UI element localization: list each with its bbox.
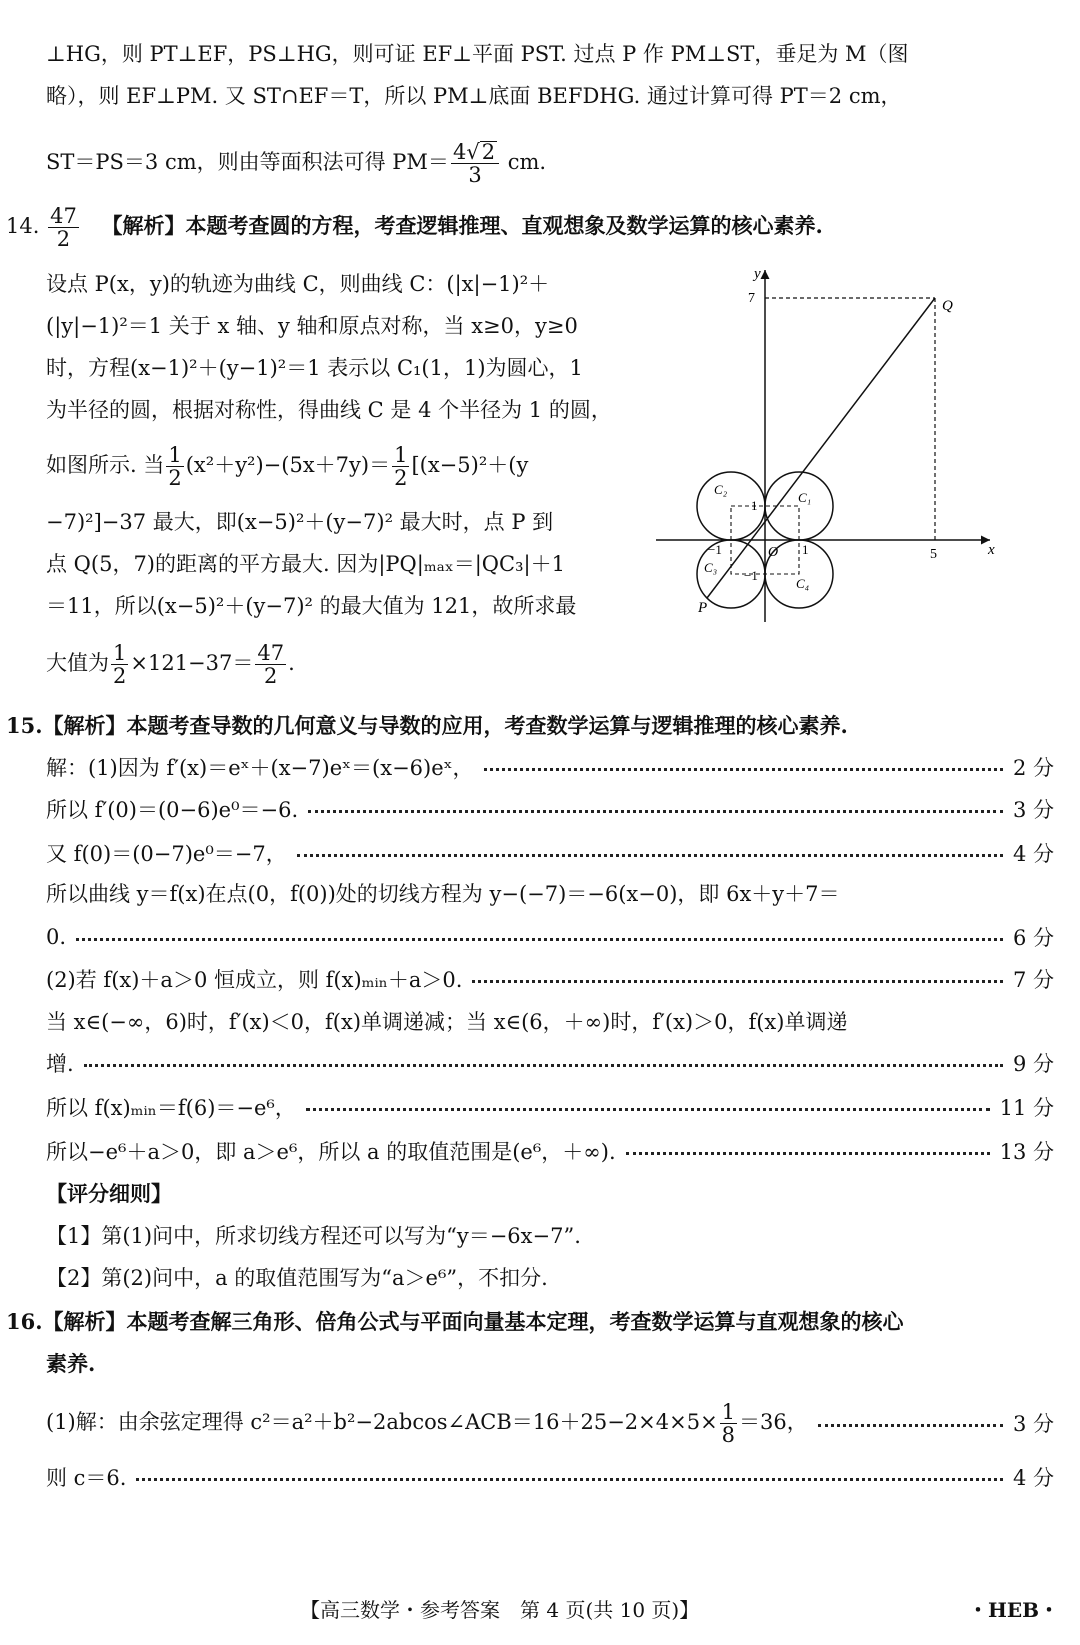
p14-answer (48, 205, 79, 250)
score-9: 9 分 (1012, 1052, 1054, 1076)
p14-line-5-b: (x²＋y²)−(5x＋7y)＝ (185, 453, 391, 477)
half-den-1: 2 (168, 466, 182, 490)
score-13: 13 分 (999, 1140, 1054, 1164)
p14-line-7: 点 Q(5，7)的距离的平方最大. 因为|PQ|ₘₐₓ＝|QC₃|＋1 (46, 552, 565, 576)
line-pq (707, 298, 935, 598)
half-num-2: 1 (394, 443, 408, 467)
eighth-den: 8 (721, 1422, 736, 1447)
p14-line-5-c: [(x−5)²＋(y (411, 453, 529, 477)
p14-number: 14. (6, 214, 40, 238)
p16-row-2 (46, 1462, 1054, 1492)
c4-label: C₄ (796, 576, 810, 591)
p13-line-3-unit: cm. (501, 150, 547, 174)
half-den-3: 2 (113, 664, 127, 688)
score-6: 6 分 (1012, 926, 1054, 950)
x-tick-5: 5 (930, 547, 937, 562)
pm-num-coef: 4 (452, 140, 467, 164)
p15-row-3 (46, 838, 1054, 868)
p14-line-1: 设点 P(x，y)的轨迹为曲线 C，则曲线 C：(|x|−1)²＋ (46, 272, 550, 296)
half-fraction-2 (392, 444, 409, 489)
p14-line-9-c: . (288, 651, 295, 675)
result-fraction (255, 642, 286, 687)
p14-line-5-a: 如图所示. 当 (46, 453, 165, 477)
p14-line-6: −7)²]−37 最大，即(x−5)²＋(y−7)² 最大时，点 P 到 (46, 510, 554, 534)
p14-answer-den: 2 (56, 227, 71, 251)
p14-line-4: 为半径的圆，根据对称性，得曲线 C 是 4 个半径为 1 的圆， (46, 398, 612, 422)
y-tick-7: 7 (748, 291, 755, 306)
scoring-rule-2: 【2】第(2)问中，a 的取值范围写为“a＞e⁶”，不扣分. (46, 1266, 548, 1290)
x-tick-minus-1: −1 (708, 542, 722, 557)
p15-heading: 15.【解析】本题考查导数的几何意义与导数的应用，考查数学运算与逻辑推理的核心素养. (6, 713, 848, 738)
p14-line-9 (46, 638, 295, 688)
p14-line-9-a: 大值为 (46, 651, 109, 675)
half-num-3: 1 (113, 641, 127, 665)
pm-den: 3 (468, 163, 482, 187)
half-fraction-1 (166, 444, 183, 489)
footer-code: ・HEB・ (968, 1598, 1060, 1622)
p15-row-5-text: (2)若 f(x)＋a＞0 恒成立，则 f(x)ₘᵢₙ＋a＞0. (46, 968, 463, 992)
p15-row-7 (46, 1092, 1054, 1122)
p14-intro: 【解析】本题考查圆的方程，考查逻辑推理、直观想象及数学运算的核心素养. (101, 213, 823, 238)
half-fraction-3 (111, 642, 128, 687)
score-2: 2 分 (1012, 756, 1054, 780)
x-axis-label: x (988, 542, 995, 558)
leader-dots (818, 1424, 1003, 1427)
p13-line-1: ⊥HG，则 PT⊥EF，PS⊥HG，则可证 EF⊥平面 PST. 过点 P 作 PM⊥ST，垂足为 M（图 (46, 42, 909, 66)
p13-line-3-text: ST＝PS＝3 cm，则由等面积法可得 PM＝ (46, 150, 449, 174)
scoring-rules-heading: 【评分细则】 (46, 1181, 172, 1206)
leader-dots (308, 810, 1003, 813)
p14-line-5 (46, 440, 528, 490)
p16-row-1-a: (1)解：由余弦定理得 c²＝a²＋b²−2abcos∠ACB＝16＋25−2×4×5× (46, 1409, 718, 1434)
p14-answer-num: 47 (50, 204, 77, 228)
score-3: 3 分 (1012, 798, 1054, 822)
y-axis-label: y (754, 266, 761, 282)
leader-dots (472, 980, 1003, 983)
c2-label: C₂ (714, 482, 728, 497)
p15-tangent-line: 所以曲线 y＝f(x)在点(0，f(0))处的切线方程为 y−(−7)＝−6(x−0)，即 6x＋y＋7＝ (46, 882, 840, 906)
x-tick-1: 1 (802, 542, 809, 557)
p15-row-3-text: 又 f(0)＝(0−7)e⁰＝−7， (46, 842, 287, 866)
score-4-p16: 4 分 (1012, 1466, 1054, 1490)
p14-line-9-b: ×121−37＝ (130, 651, 254, 675)
score-11: 11 分 (999, 1096, 1054, 1120)
p16-row-1-b: ＝36， (739, 1409, 808, 1434)
leader-dots (484, 768, 1003, 771)
p14-line-8: ＝11，所以(x−5)²＋(y−7)² 的最大值为 121，故所求最 (46, 594, 577, 618)
point-p-label: P (698, 600, 708, 616)
circles-figure (650, 262, 1054, 632)
p15-row-4 (46, 922, 1054, 952)
p15-row-6 (46, 1048, 1054, 1078)
point-q-label: Q (942, 298, 953, 314)
score-3-p16: 3 分 (1012, 1412, 1054, 1436)
p16-heading-2: 素养. (46, 1351, 96, 1376)
p15-row-5 (46, 964, 1054, 994)
p16-row-2-text: 则 c＝6. (46, 1466, 127, 1490)
p15-row-2-text: 所以 f′(0)＝(0−6)e⁰＝−6. (46, 798, 299, 822)
half-den-2: 2 (394, 466, 408, 490)
p16-row-1-text (46, 1401, 808, 1446)
p15-mono-line: 当 x∈(−∞，6)时，f′(x)＜0，f(x)单调递减；当 x∈(6，＋∞)时，f′(x)＞0，f(x)单调递 (46, 1010, 848, 1034)
leader-dots (626, 1152, 990, 1155)
pm-num-root: 2 (481, 140, 496, 164)
scoring-rule-1: 【1】第(1)问中，所求切线方程还可以写为“y＝−6x−7”. (46, 1224, 581, 1248)
p14-line-2: (|y|−1)²＝1 关于 x 轴、y 轴和原点对称，当 x≥0，y≥0 (46, 314, 578, 338)
p15-row-8-text: 所以−e⁶＋a＞0，即 a＞e⁶，所以 a 的取值范围是(e⁶，＋∞). (46, 1140, 616, 1164)
p15-row-2 (46, 794, 1054, 824)
score-4: 4 分 (1012, 842, 1054, 866)
eighth-num: 1 (721, 1399, 736, 1424)
y-tick-1: 1 (751, 498, 758, 513)
result-num: 47 (257, 641, 285, 665)
leader-dots (136, 1478, 1002, 1481)
p13-line-2: 略），则 EF⊥PM. 又 ST∩EF＝T，所以 PM⊥底面 BEFDHG. 通过计算可得 PT＝2 cm， (46, 84, 902, 108)
pm-fraction: $\frac{4√2}{3}$ (451, 141, 499, 186)
half-num-1: 1 (168, 443, 182, 467)
leader-dots (84, 1064, 1003, 1067)
p15-row-1 (46, 752, 1054, 782)
result-den: 2 (264, 664, 278, 688)
leader-dots (306, 1108, 990, 1111)
c3-label: C₃ (704, 560, 718, 575)
score-7: 7 分 (1012, 968, 1054, 992)
p14-line-3: 时，方程(x−1)²＋(y−1)²＝1 表示以 C₁(1，1)为圆心，1 (46, 356, 583, 380)
p16-row-1 (46, 1400, 1054, 1446)
leader-dots (297, 854, 1003, 857)
p13-line-3 (46, 140, 546, 186)
p15-row-8 (46, 1136, 1054, 1166)
c1-label: C₁ (798, 490, 812, 505)
p15-row-1-text: 解：(1)因为 f′(x)＝eˣ＋(x−7)eˣ＝(x−6)eˣ， (46, 756, 474, 780)
p15-row-7-text: 所以 f(x)ₘᵢₙ＝f(6)＝−e⁶， (46, 1096, 296, 1120)
p14-heading (6, 204, 823, 250)
one-eighth-fraction (720, 1401, 737, 1446)
page-footer: 【高三数学・参考答案 第 4 页(共 10 页)】 (300, 1598, 700, 1622)
origin-label: O (768, 545, 779, 560)
leader-dots (76, 938, 1003, 941)
p15-row-4-text: 0. (46, 925, 67, 949)
p15-row-6-text: 增. (46, 1052, 74, 1076)
y-tick-minus-1: −1 (744, 568, 758, 583)
p16-heading-1: 16.【解析】本题考查解三角形、倍角公式与平面向量基本定理，考查数学运算与直观想象的核心 (6, 1309, 904, 1334)
